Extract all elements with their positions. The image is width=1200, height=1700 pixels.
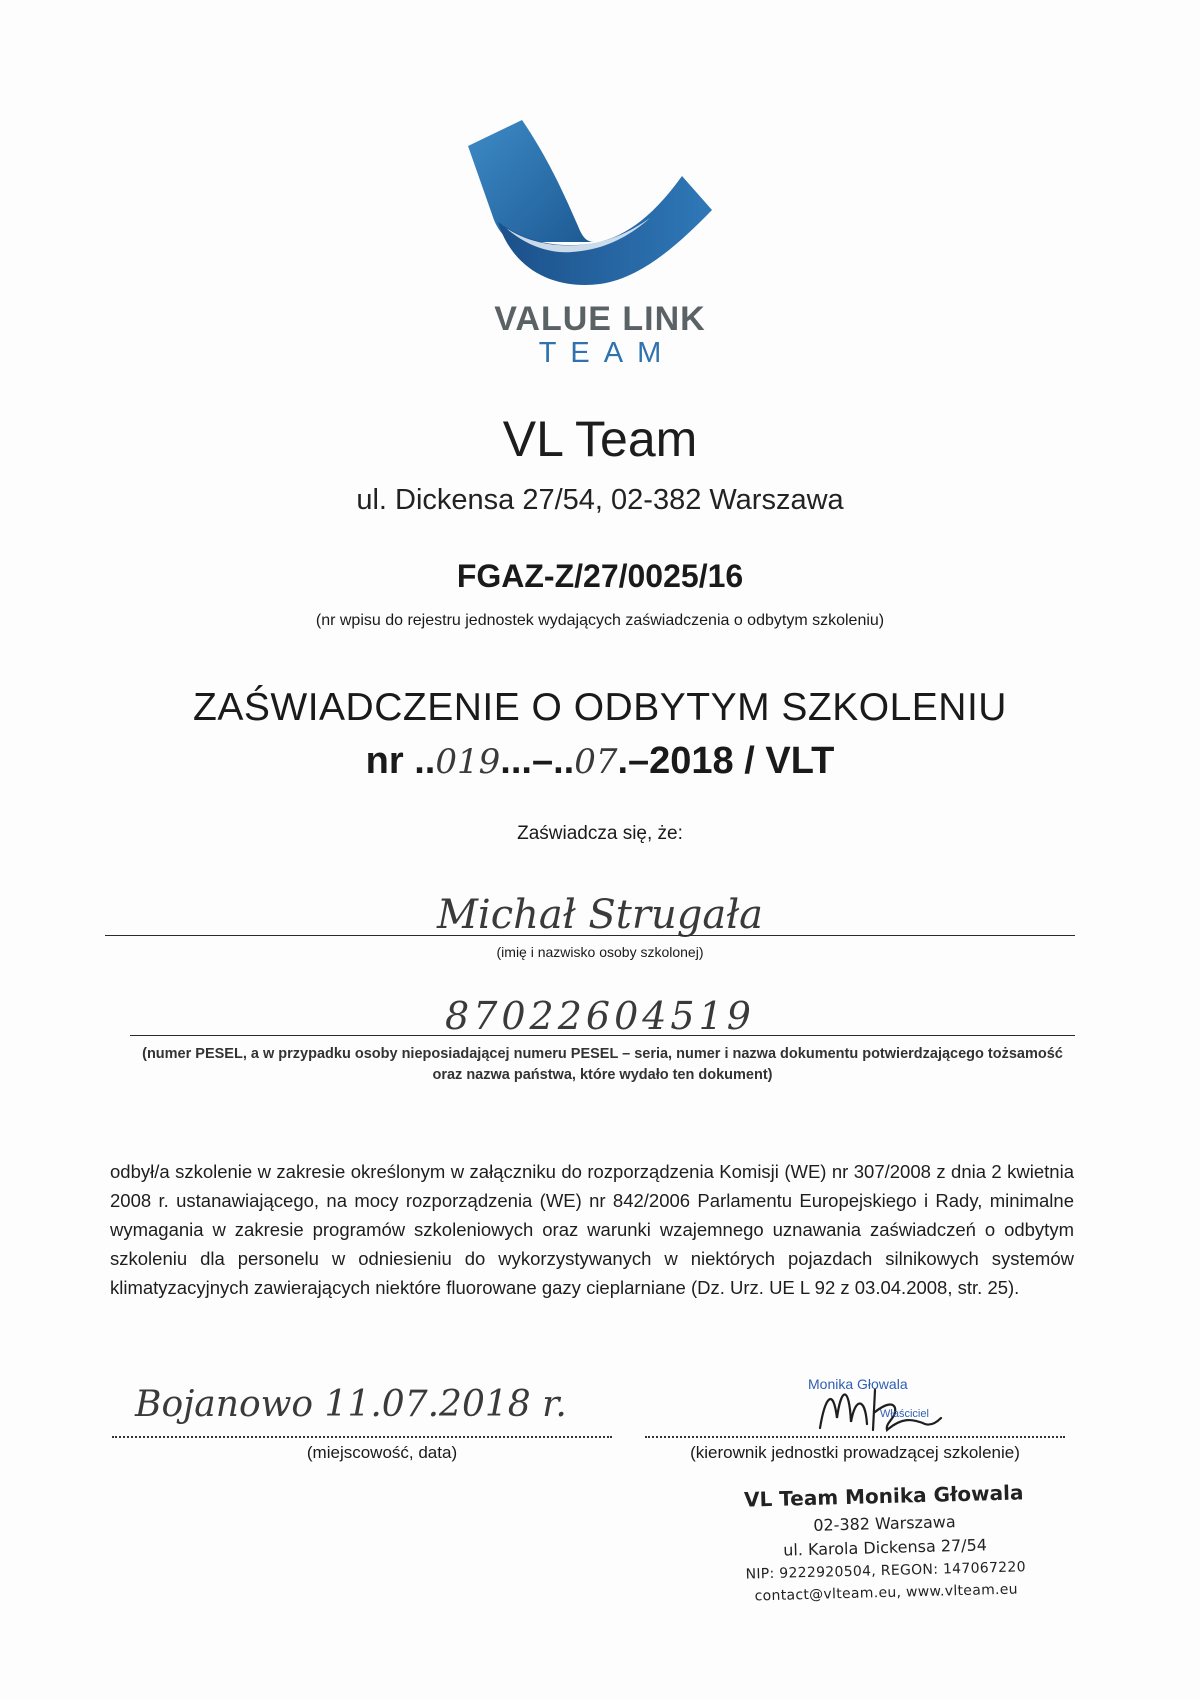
value-link-logo-icon <box>460 118 720 288</box>
certificate-number-separator: ...–.. <box>500 740 575 782</box>
signature-stamp-name: Monika Głowala <box>808 1376 908 1392</box>
place-date-caption: (miejscowość, data) <box>306 1443 458 1462</box>
certificate-number-part1: 019 <box>435 742 501 782</box>
signature-caption: (kierownik jednostki prowadzącej szkolenie) <box>690 1443 1020 1462</box>
signature-stamp-role: Właściciel <box>880 1408 929 1420</box>
company-stamp-tax-ids: NIP: 9222920504, REGON: 147067220 <box>745 1559 1027 1583</box>
pesel-underline <box>130 1035 1075 1036</box>
pesel-caption: (numer PESEL, a w przypadku osoby nieposiadającej numeru PESEL – seria, numer i nazwa dokumentu potwierdzającego tożsamość oraz nazwa państwa, które wydało ten dokument) <box>142 1046 1063 1083</box>
certificate-body-text: odbył/a szkolenie w zakresie określonym w załączniku do rozporządzenia Komisji (WE) nr 307/2008 z dnia 2 kwietnia 2008 r. ustanawiającego, na mocy rozporządzenia (WE) nr 842/2006 Parlamentu Europejskiego i Rady, minimalne wymagania w zakresie programów szkoleniowych oraz warunki wzajemnego uznawania zaświadczeń o odbytym szkoleniu dla personelu w odniesieniu do wykorzystywanych w niektórych pojazdach silnikowych systemów klimatyzacyjnych zawierających niektóre fluorowane gazy cieplarniane (Dz. Urz. UE L 92 z 03.04.2008, str. 25). <box>110 1161 1074 1298</box>
place-date-dotted-line <box>112 1436 612 1438</box>
pesel-value: 87022604519 <box>445 994 755 1038</box>
company-stamp-contact: contact@vlteam.eu, www.vlteam.eu <box>754 1581 1019 1605</box>
certificate-title: ZAŚWIADCZENIE O ODBYTYM SZKOLENIU <box>193 686 1007 729</box>
company-stamp-city: 02-382 Warszawa <box>813 1512 956 1535</box>
certificate-number-suffix: .–2018 / VLT <box>617 740 835 782</box>
signature-dotted-line <box>645 1436 1065 1438</box>
name-underline <box>105 935 1075 936</box>
name-caption: (imię i nazwisko osoby szkolonej) <box>496 944 704 960</box>
company-stamp-street: ul. Karola Dickensa 27/54 <box>783 1535 988 1560</box>
certificate-number <box>0 740 1200 783</box>
company-stamp-title: VL Team Monika Głowala <box>743 1480 1024 1512</box>
organization-name: VL Team <box>502 411 698 467</box>
place-date-value: Bojanowo 11.07.2018 r. <box>135 1384 567 1425</box>
registry-note: (nr wpisu do rejestru jednostek wydających zaświadczenia o odbytym szkoleniu) <box>315 612 885 629</box>
certificate-number-part2: 07 <box>574 742 618 782</box>
company-stamp <box>718 1480 1051 1609</box>
registry-number: FGAZ-Z/27/0025/16 <box>456 558 744 594</box>
certifies-text: Zaświadcza się, że: <box>517 823 683 844</box>
person-name: Michał Strugała <box>436 892 764 938</box>
certificate-number-prefix: nr .. <box>365 740 436 782</box>
organization-address: ul. Dickensa 27/54, 02-382 Warszawa <box>356 484 844 516</box>
logo-text-primary: VALUE LINK <box>494 300 706 338</box>
logo-text-secondary: TEAM <box>538 337 676 369</box>
